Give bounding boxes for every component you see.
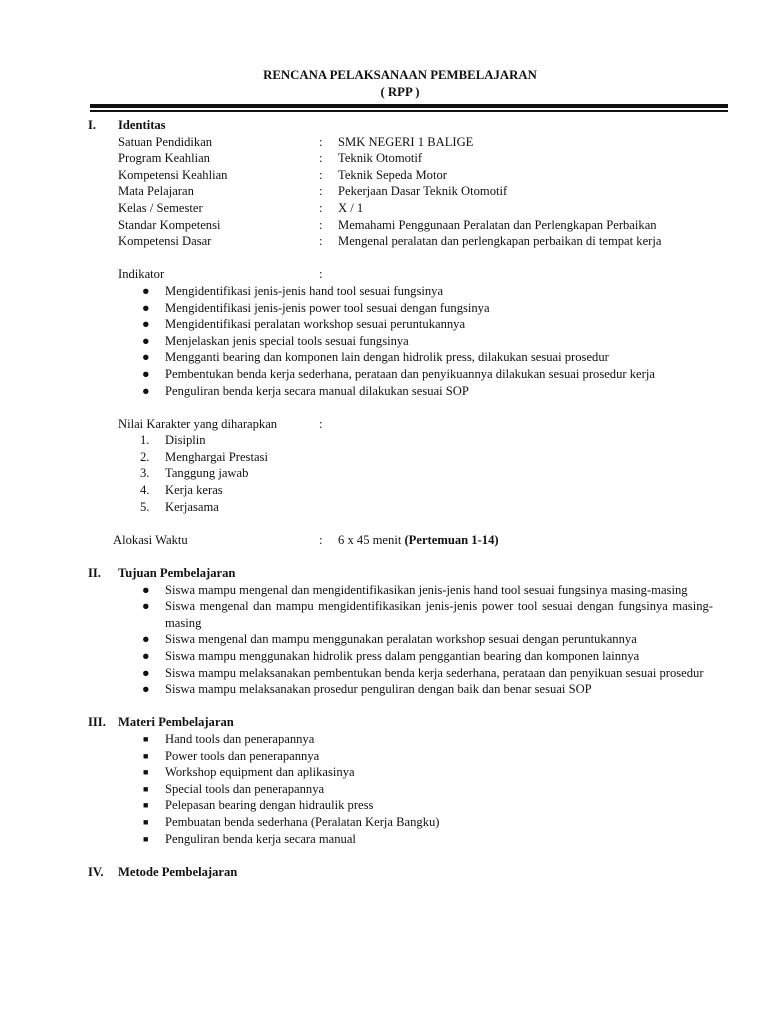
indikator-item	[0, 333, 768, 350]
section-number: I.	[88, 118, 97, 132]
bullet-icon: ●	[142, 300, 150, 315]
nilai-text: Menghargai Prestasi	[165, 449, 268, 464]
identity-row	[0, 217, 768, 234]
nilai-text: Kerja keras	[165, 483, 223, 498]
section-heading	[0, 714, 768, 731]
document-title: RENCANA PELAKSANAAN PEMBELAJARAN	[263, 68, 537, 82]
tujuan-item	[0, 631, 713, 648]
bullet-icon: ●	[142, 649, 150, 663]
section-heading	[0, 565, 768, 582]
section-heading	[0, 117, 768, 134]
bullet-icon: ●	[142, 632, 150, 647]
title-rule-thin	[90, 110, 728, 112]
colon: :	[319, 167, 323, 182]
document-body	[0, 117, 768, 880]
nilai-item	[0, 482, 768, 499]
nilai-text: Disiplin	[165, 433, 206, 448]
indikator-text: Mengidentifikasi jenis-jenis hand tool sesuai fungsinya	[165, 283, 444, 298]
nilai-text: Kerjasama	[165, 499, 219, 514]
identity-value: Teknik Otomotif	[338, 151, 423, 166]
tujuan-item	[0, 648, 713, 665]
identity-label: Standar Kompetensi	[118, 217, 221, 232]
materi-text: Pelepasan bearing dengan hidraulik press	[165, 798, 374, 813]
materi-item	[0, 781, 768, 798]
materi-text: Power tools dan penerapannya	[165, 748, 320, 763]
tujuan-text: Siswa mampu menggunakan hidrolik press dalam penggantian bearing dan komponen lainnya	[165, 649, 640, 663]
identity-value: Pekerjaan Dasar Teknik Otomotif	[338, 184, 508, 199]
identity-row	[0, 183, 768, 200]
tujuan-text: Siswa mengenal dan mampu mengidentifikasikan jenis-jenis power tool sesuai dengan fungsinya masing-masing	[165, 599, 713, 630]
identity-label: Program Keahlian	[118, 151, 210, 166]
indikator-item	[0, 349, 768, 366]
indikator-text: Menjelaskan jenis special tools sesuai fungsinya	[165, 333, 409, 348]
square-bullet-icon: ■	[143, 733, 149, 744]
materi-item	[0, 814, 768, 831]
colon: :	[319, 217, 323, 232]
square-bullet-icon: ■	[143, 833, 149, 844]
section-heading	[0, 864, 768, 881]
title-rule-thick	[90, 104, 728, 108]
indikator-text: Penguliran benda kerja secara manual dilakukan sesuai SOP	[165, 383, 469, 398]
identity-label: Kompetensi Keahlian	[118, 167, 228, 182]
materi-text: Special tools dan penerapannya	[165, 781, 325, 796]
section-title: Metode Pembelajaran	[118, 864, 238, 879]
materi-text: Pembuatan benda sederhana (Peralatan Kerja Bangku)	[165, 814, 440, 829]
nilai-text: Tanggung jawab	[165, 466, 249, 481]
indikator-text: Mengidentifikasi peralatan workshop sesuai peruntukannya	[165, 317, 466, 332]
alokasi-value: 6 x 45 menit (Pertemuan 1-14)	[338, 532, 499, 547]
nilai-label: Nilai Karakter yang diharapkan	[118, 416, 278, 431]
materi-text: Workshop equipment dan aplikasinya	[165, 765, 355, 780]
bullet-icon: ●	[142, 582, 150, 597]
alokasi-label: Alokasi Waktu	[113, 532, 188, 547]
identity-row	[0, 200, 768, 217]
tujuan-item	[0, 582, 713, 599]
identity-value: Memahami Penggunaan Peralatan dan Perlengkapan Perbaikan	[338, 217, 657, 232]
nilai-item	[0, 499, 768, 516]
list-number: 4.	[140, 483, 150, 498]
bullet-icon: ●	[142, 283, 150, 298]
tujuan-item	[0, 598, 713, 631]
indikator-item	[0, 283, 768, 300]
bullet-icon: ●	[142, 317, 150, 332]
materi-item	[0, 797, 768, 814]
identity-row	[0, 134, 768, 151]
bullet-icon: ●	[142, 333, 150, 348]
list-number: 2.	[140, 449, 150, 464]
identity-row	[0, 233, 768, 250]
identity-label: Kompetensi Dasar	[118, 234, 212, 249]
section-number: II.	[88, 566, 101, 581]
identity-row	[0, 167, 768, 184]
identity-label: Satuan Pendidikan	[118, 134, 213, 149]
section-title: Materi Pembelajaran	[118, 715, 234, 730]
tujuan-text: Siswa mampu melaksanakan pembentukan benda kerja sederhana, perataan dan penyikuan sesuai prosedur	[165, 665, 704, 680]
identity-row	[0, 150, 768, 167]
nilai-item	[0, 449, 768, 466]
square-bullet-icon: ■	[143, 783, 149, 794]
bullet-icon: ●	[142, 366, 150, 381]
bullet-icon: ●	[142, 350, 150, 365]
colon: :	[319, 532, 323, 547]
indikator-item	[0, 316, 768, 333]
list-number: 1.	[140, 433, 150, 448]
identity-label: Mata Pelajaran	[118, 184, 194, 199]
indikator-item	[0, 366, 768, 383]
colon: :	[319, 416, 323, 431]
indikator-label: Indikator	[118, 267, 165, 282]
square-bullet-icon: ■	[143, 750, 149, 761]
materi-item	[0, 831, 768, 848]
identity-value: Teknik Sepeda Motor	[338, 167, 447, 182]
identity-value: SMK NEGERI 1 BALIGE	[338, 134, 474, 149]
nilai-item	[0, 432, 768, 449]
colon: :	[319, 200, 323, 215]
materi-text: Hand tools dan penerapannya	[165, 731, 315, 746]
tujuan-text: Siswa mampu mengenal dan mengidentifikasikan jenis-jenis hand tool sesuai fungsinya masing-masing	[165, 582, 688, 597]
section-title: Identitas	[118, 118, 166, 132]
nilai-item	[0, 465, 768, 482]
square-bullet-icon: ■	[143, 767, 149, 778]
document-subtitle: ( RPP )	[380, 85, 420, 99]
section-title: Tujuan Pembelajaran	[118, 566, 236, 581]
materi-text: Penguliran benda kerja secara manual	[165, 831, 356, 846]
list-number: 3.	[140, 466, 150, 481]
colon: :	[319, 184, 323, 199]
indikator-item	[0, 383, 768, 400]
bullet-icon: ●	[142, 682, 150, 697]
colon: :	[319, 234, 323, 249]
colon: :	[319, 151, 323, 166]
tujuan-text: Siswa mengenal dan mampu menggunakan peralatan workshop sesuai dengan peruntukannya	[165, 632, 637, 647]
materi-item	[0, 764, 768, 781]
identity-label: Kelas / Semester	[118, 200, 203, 215]
indikator-text: Mengganti bearing dan komponen lain dengan hidrolik press, dilakukan sesuai prosedur	[165, 350, 609, 365]
section-number: IV.	[88, 864, 104, 879]
bullet-icon: ●	[142, 665, 150, 680]
indikator-text: Mengidentifikasi jenis-jenis power tool sesuai dengan fungsinya	[165, 300, 490, 315]
tujuan-item	[0, 665, 713, 682]
identity-value: X / 1	[338, 200, 364, 215]
colon: :	[319, 134, 323, 149]
tujuan-text: Siswa mampu melaksanakan prosedur penguliran dengan baik dan benar sesuai SOP	[165, 682, 592, 697]
square-bullet-icon: ■	[143, 800, 149, 811]
identity-value: Mengenal peralatan dan perlengkapan perbaikan di tempat kerja	[338, 234, 662, 249]
section-number: III.	[88, 715, 106, 730]
indikator-text: Pembentukan benda kerja sederhana, perataan dan penyikuannya dilakukan sesuai prosedur kerja	[165, 366, 655, 381]
indikator-item	[0, 300, 768, 317]
colon: :	[319, 267, 323, 282]
list-number: 5.	[140, 499, 150, 514]
bullet-icon: ●	[142, 599, 150, 614]
materi-item	[0, 748, 768, 765]
square-bullet-icon: ■	[143, 816, 149, 827]
tujuan-item	[0, 681, 713, 698]
bullet-icon: ●	[142, 383, 150, 398]
materi-item	[0, 731, 768, 748]
